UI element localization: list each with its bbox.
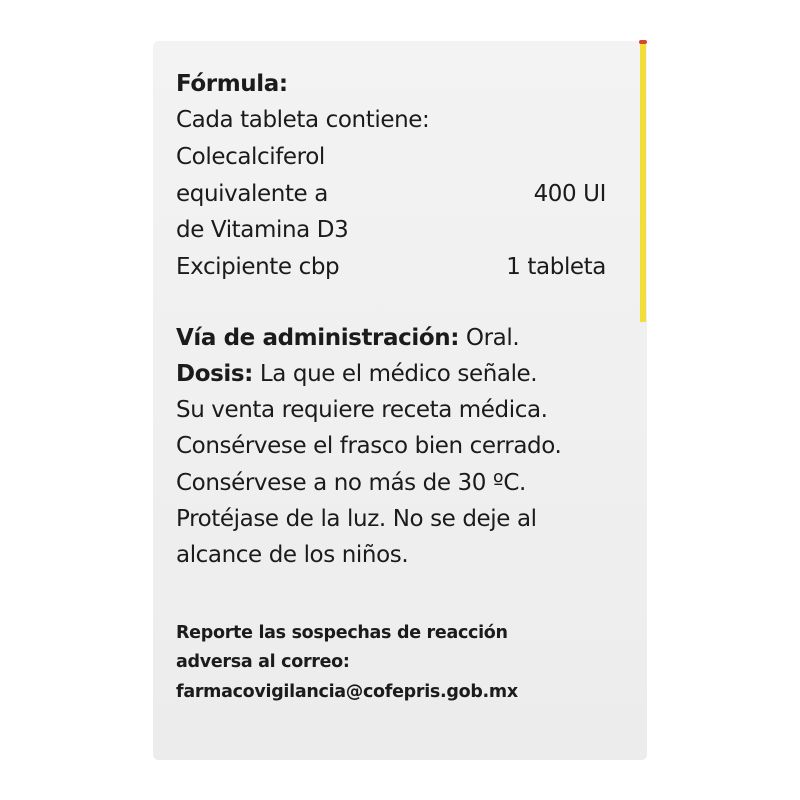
formula-intro: Cada tableta contiene:: [176, 107, 430, 133]
formula-heading: Fórmula:: [176, 71, 288, 97]
report-line2: adversa al correo:: [176, 652, 350, 672]
prescription-notice: Su venta requiere receta médica.: [176, 397, 548, 423]
light-warning: Protéjase de la luz. No se deje al: [176, 506, 537, 532]
excipient-amount: 1 tableta: [506, 254, 606, 280]
ingredient-amount: 400 UI: [533, 181, 606, 207]
dose: [176, 360, 537, 388]
route-of-administration: [176, 324, 519, 352]
ingredient-name-line1: Colecalciferol: [176, 144, 325, 170]
children-warning: alcance de los niños.: [176, 542, 409, 568]
excipient-label: Excipiente cbp: [176, 254, 340, 280]
route-value: Oral.: [459, 325, 520, 351]
ingredient-name-line3: de Vitamina D3: [176, 217, 349, 243]
storage-closed-notice: Consérvese el frasco bien cerrado.: [176, 433, 562, 459]
storage-temperature-notice: Consérvese a no más de 30 ºC.: [176, 470, 526, 496]
route-label: Vía de administración:: [176, 325, 460, 351]
dose-value: La que el médico señale.: [252, 361, 538, 387]
dose-label: Dosis:: [176, 361, 253, 387]
yellow-edge-stripe: [640, 42, 646, 322]
report-email: farmacovigilancia@cofepris.gob.mx: [176, 682, 518, 702]
red-edge-tip: [639, 40, 647, 44]
ingredient-name-line2: equivalente a: [176, 181, 328, 207]
report-line1: Reporte las sospechas de reacción: [176, 623, 508, 643]
